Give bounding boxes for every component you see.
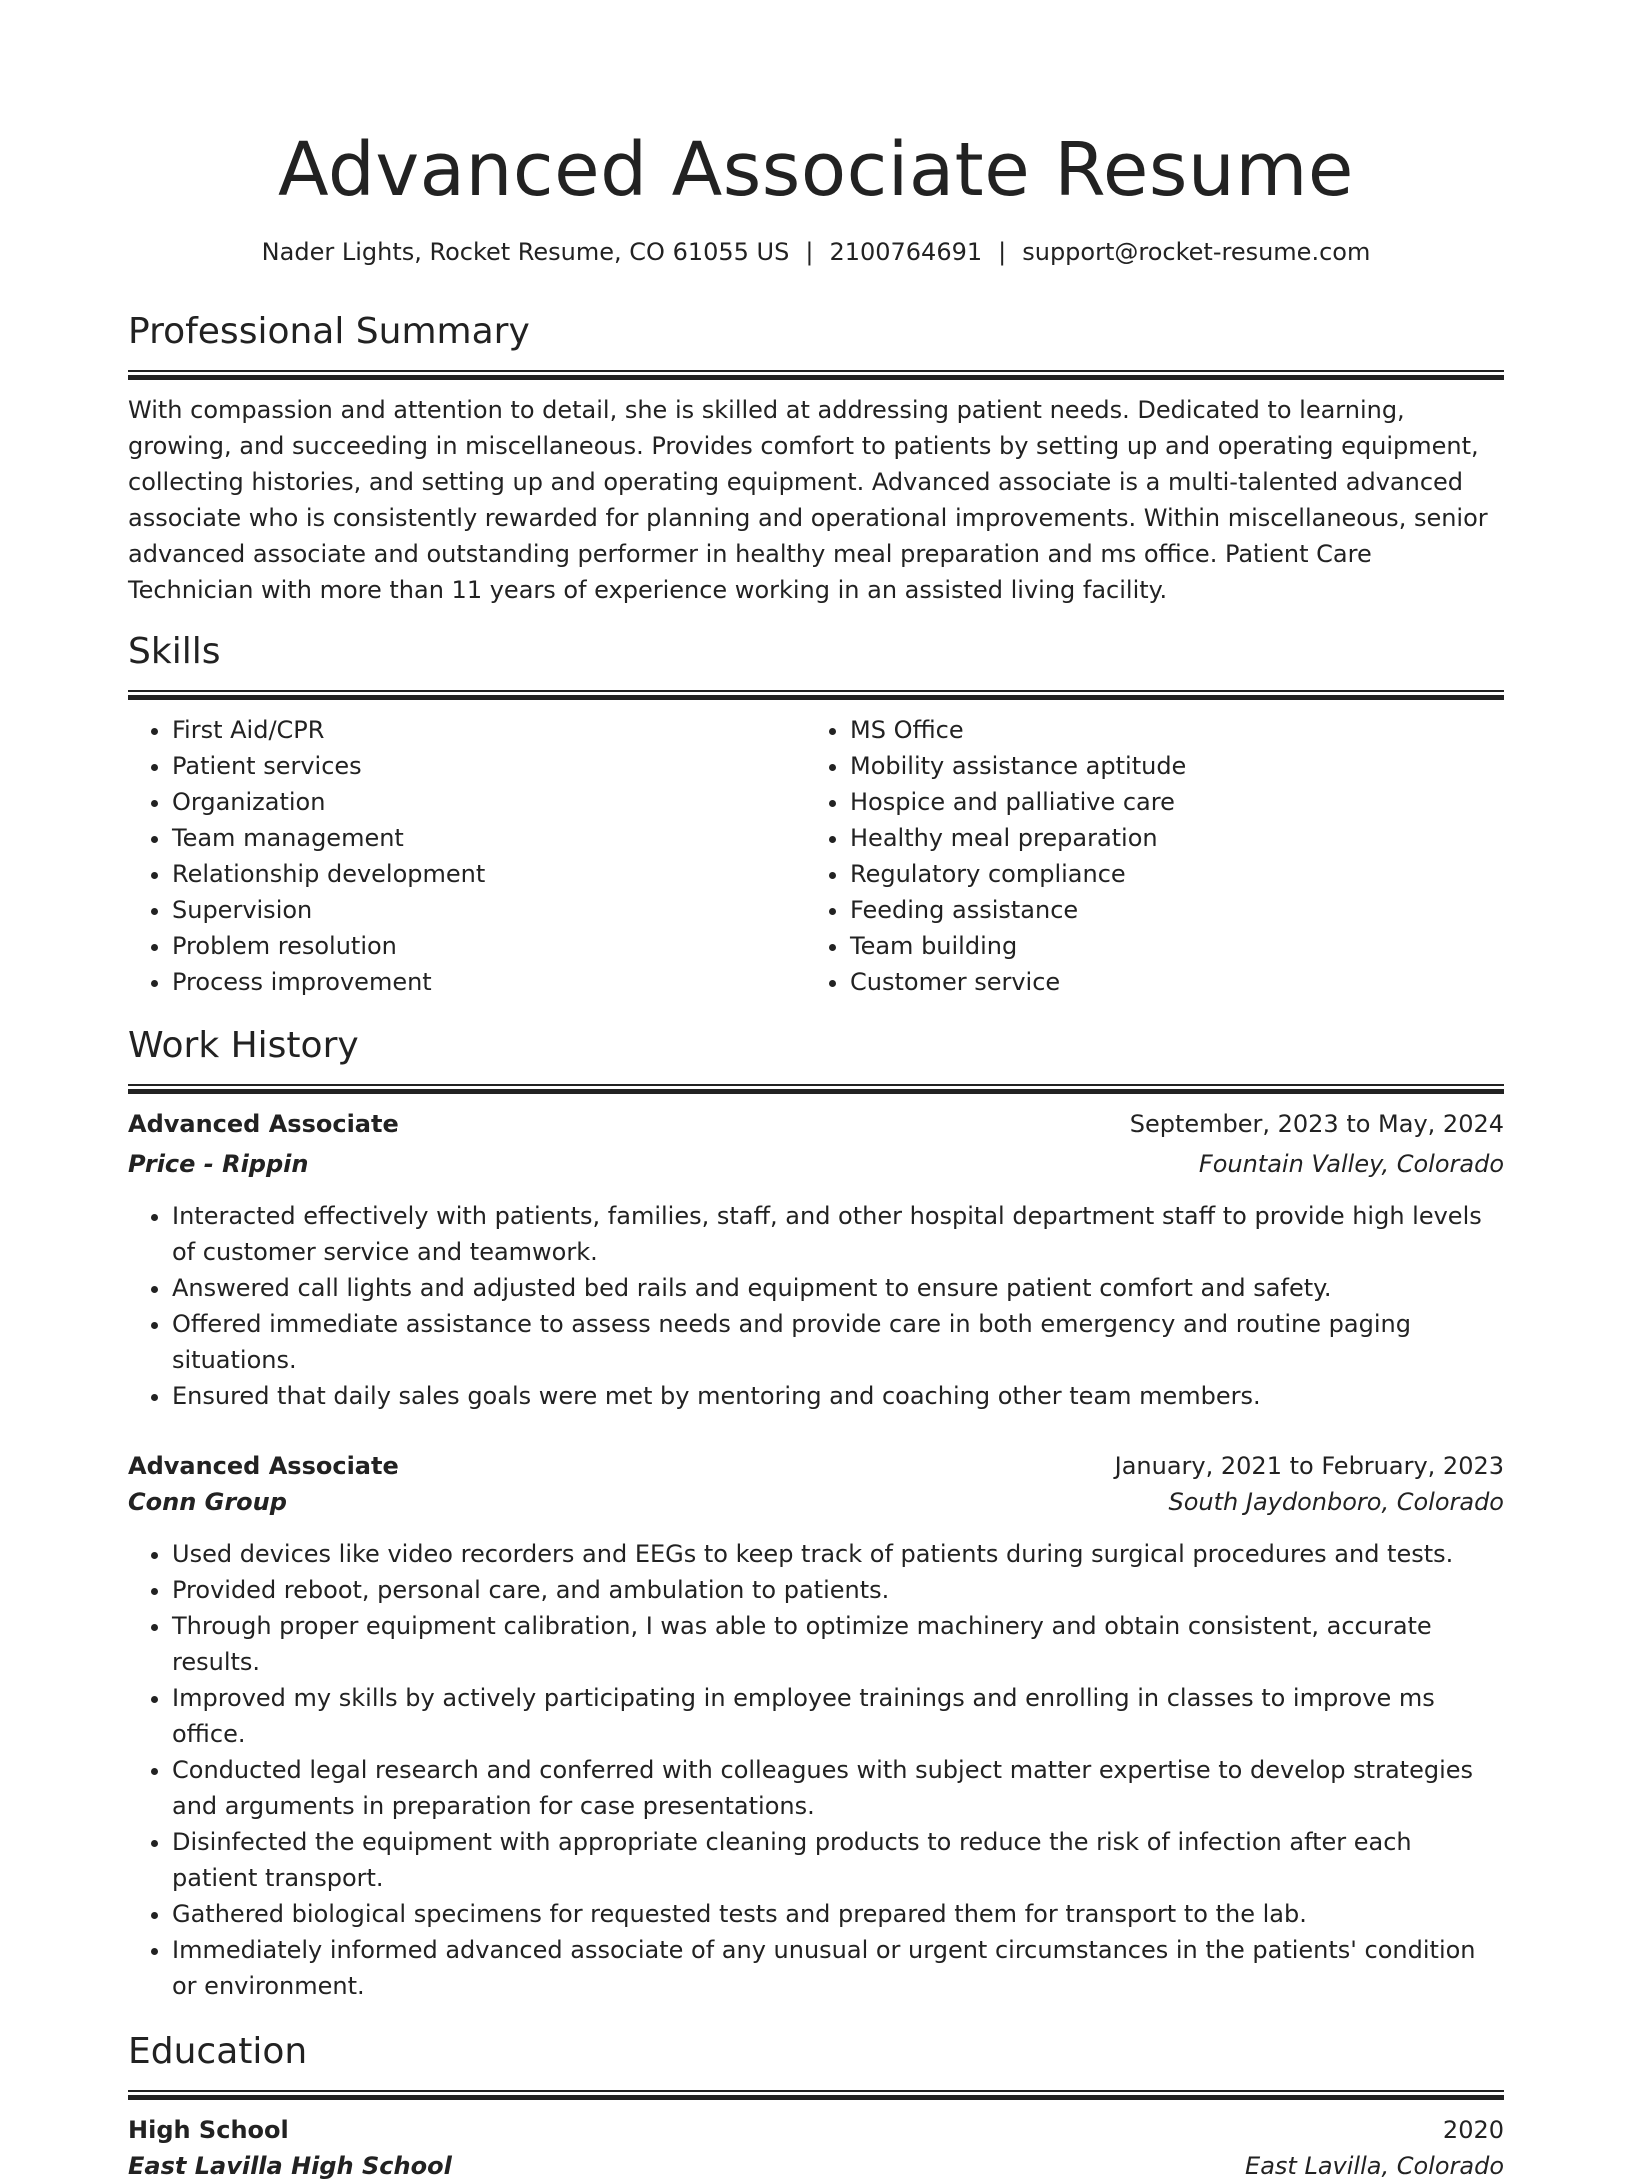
skill-item: • Patient services bbox=[172, 748, 806, 784]
skill-item: • Process improvement bbox=[172, 964, 806, 1000]
section-heading-work: Work History bbox=[128, 1025, 359, 1066]
skills-list-right bbox=[806, 712, 1484, 1000]
job-bullet: • Improved my skills by actively participating in employee trainings and enrolling in classes to improve ms office. bbox=[172, 1680, 1504, 1752]
section-heading-skills: Skills bbox=[128, 631, 221, 672]
skill-item: • Mobility assistance aptitude bbox=[850, 748, 1484, 784]
skill-item: • Regulatory compliance bbox=[850, 856, 1484, 892]
job-bullet: • Gathered biological specimens for requested tests and prepared them for transport to the lab. bbox=[172, 1896, 1504, 1932]
education-subheader bbox=[128, 2148, 1504, 2184]
job-company: Conn Group bbox=[128, 1488, 287, 1516]
job-bullet: • Answered call lights and adjusted bed rails and equipment to ensure patient comfort and safety. bbox=[172, 1270, 1504, 1306]
contact-address: Nader Lights, Rocket Resume, CO 61055 US bbox=[261, 238, 790, 266]
section-heading-education: Education bbox=[128, 2031, 308, 2072]
job-bullet: • Disinfected the equipment with appropriate cleaning products to reduce the risk of infection after each patient transport. bbox=[172, 1824, 1504, 1896]
job-company: Price - Rippin bbox=[128, 1150, 309, 1178]
education-school: East Lavilla High School bbox=[128, 2152, 452, 2180]
resume-page bbox=[128, 0, 1504, 2184]
job-bullet: • Offered immediate assistance to assess needs and provide care in both emergency and routine paging situations. bbox=[172, 1306, 1504, 1378]
skill-item: • Problem resolution bbox=[172, 928, 806, 964]
skill-item: • Customer service bbox=[850, 964, 1484, 1000]
job-location: Fountain Valley, Colorado bbox=[1198, 1150, 1504, 1178]
section-heading-summary: Professional Summary bbox=[128, 311, 530, 352]
education-entry bbox=[128, 2112, 1504, 2184]
resume-title: Advanced Associate Resume bbox=[278, 127, 1354, 213]
contact-separator: | bbox=[998, 238, 1007, 266]
job-header bbox=[128, 1448, 1504, 1484]
education-location: East Lavilla, Colorado bbox=[1245, 2152, 1504, 2180]
section-summary bbox=[128, 310, 1504, 608]
job-dates: September, 2023 to May, 2024 bbox=[1129, 1110, 1504, 1138]
job-subheader bbox=[128, 1146, 1504, 1182]
education-year: 2020 bbox=[1442, 2116, 1504, 2144]
job-bullet: • Through proper equipment calibration, I was able to optimize machinery and obtain consistent, accurate results. bbox=[172, 1608, 1504, 1680]
skill-item: • MS Office bbox=[850, 712, 1484, 748]
skill-item: • Hospice and palliative care bbox=[850, 784, 1484, 820]
job-location: South Jaydonboro, Colorado bbox=[1168, 1488, 1504, 1516]
section-divider bbox=[128, 2090, 1504, 2100]
skill-item: • Relationship development bbox=[172, 856, 806, 892]
job-bullets bbox=[128, 1198, 1504, 1414]
job-dates: January, 2021 to February, 2023 bbox=[1114, 1452, 1504, 1480]
skill-item: • Organization bbox=[172, 784, 806, 820]
skill-item: • Team building bbox=[850, 928, 1484, 964]
summary-text: With compassion and attention to detail, she is skilled at addressing patient needs. Dedicated to learning, growing, and succeeding in miscellaneous. Provides comfort to patients by setting up and operating equipment, collecting histories, and setting up and operating equipment. Advanced associate is a multi-talented advanced associate who is consistently rewarded for planning and operational improvements. Within miscellaneous, senior advanced associate and outstanding performer in healthy meal preparation and ms office. Patient Care Technician with more than 11 years of experience working in an assisted living facility. bbox=[128, 396, 1488, 604]
job-bullet: • Interacted effectively with patients, families, staff, and other hospital department staff to provide high levels of customer service and teamwork. bbox=[172, 1198, 1504, 1270]
skill-item: • First Aid/CPR bbox=[172, 712, 806, 748]
job-bullet: • Conducted legal research and conferred with colleagues with subject matter expertise to develop strategies and arguments in preparation for case presentations. bbox=[172, 1752, 1504, 1824]
section-divider bbox=[128, 370, 1504, 380]
contact-email: support@rocket-resume.com bbox=[1022, 238, 1371, 266]
job-entry bbox=[128, 1448, 1504, 2004]
job-bullet: • Provided reboot, personal care, and ambulation to patients. bbox=[172, 1572, 1504, 1608]
education-header bbox=[128, 2112, 1504, 2148]
section-education bbox=[128, 2030, 1504, 2184]
job-title: Advanced Associate bbox=[128, 1110, 399, 1138]
skill-item: • Feeding assistance bbox=[850, 892, 1484, 928]
contact-line bbox=[128, 236, 1504, 268]
skill-item: • Healthy meal preparation bbox=[850, 820, 1484, 856]
skills-columns bbox=[128, 712, 1504, 1000]
job-bullet: • Ensured that daily sales goals were met by mentoring and coaching other team members. bbox=[172, 1378, 1504, 1414]
job-bullets bbox=[128, 1536, 1504, 2004]
job-title: Advanced Associate bbox=[128, 1452, 399, 1480]
section-work-history bbox=[128, 1024, 1504, 2004]
job-subheader bbox=[128, 1484, 1504, 1520]
section-skills bbox=[128, 630, 1504, 1000]
skills-list-left bbox=[128, 712, 806, 1000]
job-header bbox=[128, 1106, 1504, 1142]
section-divider bbox=[128, 690, 1504, 700]
contact-separator: | bbox=[805, 238, 814, 266]
section-divider bbox=[128, 1084, 1504, 1094]
job-bullet: • Immediately informed advanced associate of any unusual or urgent circumstances in the patients' condition or environment. bbox=[172, 1932, 1504, 2004]
job-entry bbox=[128, 1106, 1504, 1414]
job-bullet: • Used devices like video recorders and EEGs to keep track of patients during surgical procedures and tests. bbox=[172, 1536, 1504, 1572]
skill-item: • Supervision bbox=[172, 892, 806, 928]
skill-item: • Team management bbox=[172, 820, 806, 856]
contact-phone: 2100764691 bbox=[829, 238, 983, 266]
education-degree: High School bbox=[128, 2116, 289, 2144]
